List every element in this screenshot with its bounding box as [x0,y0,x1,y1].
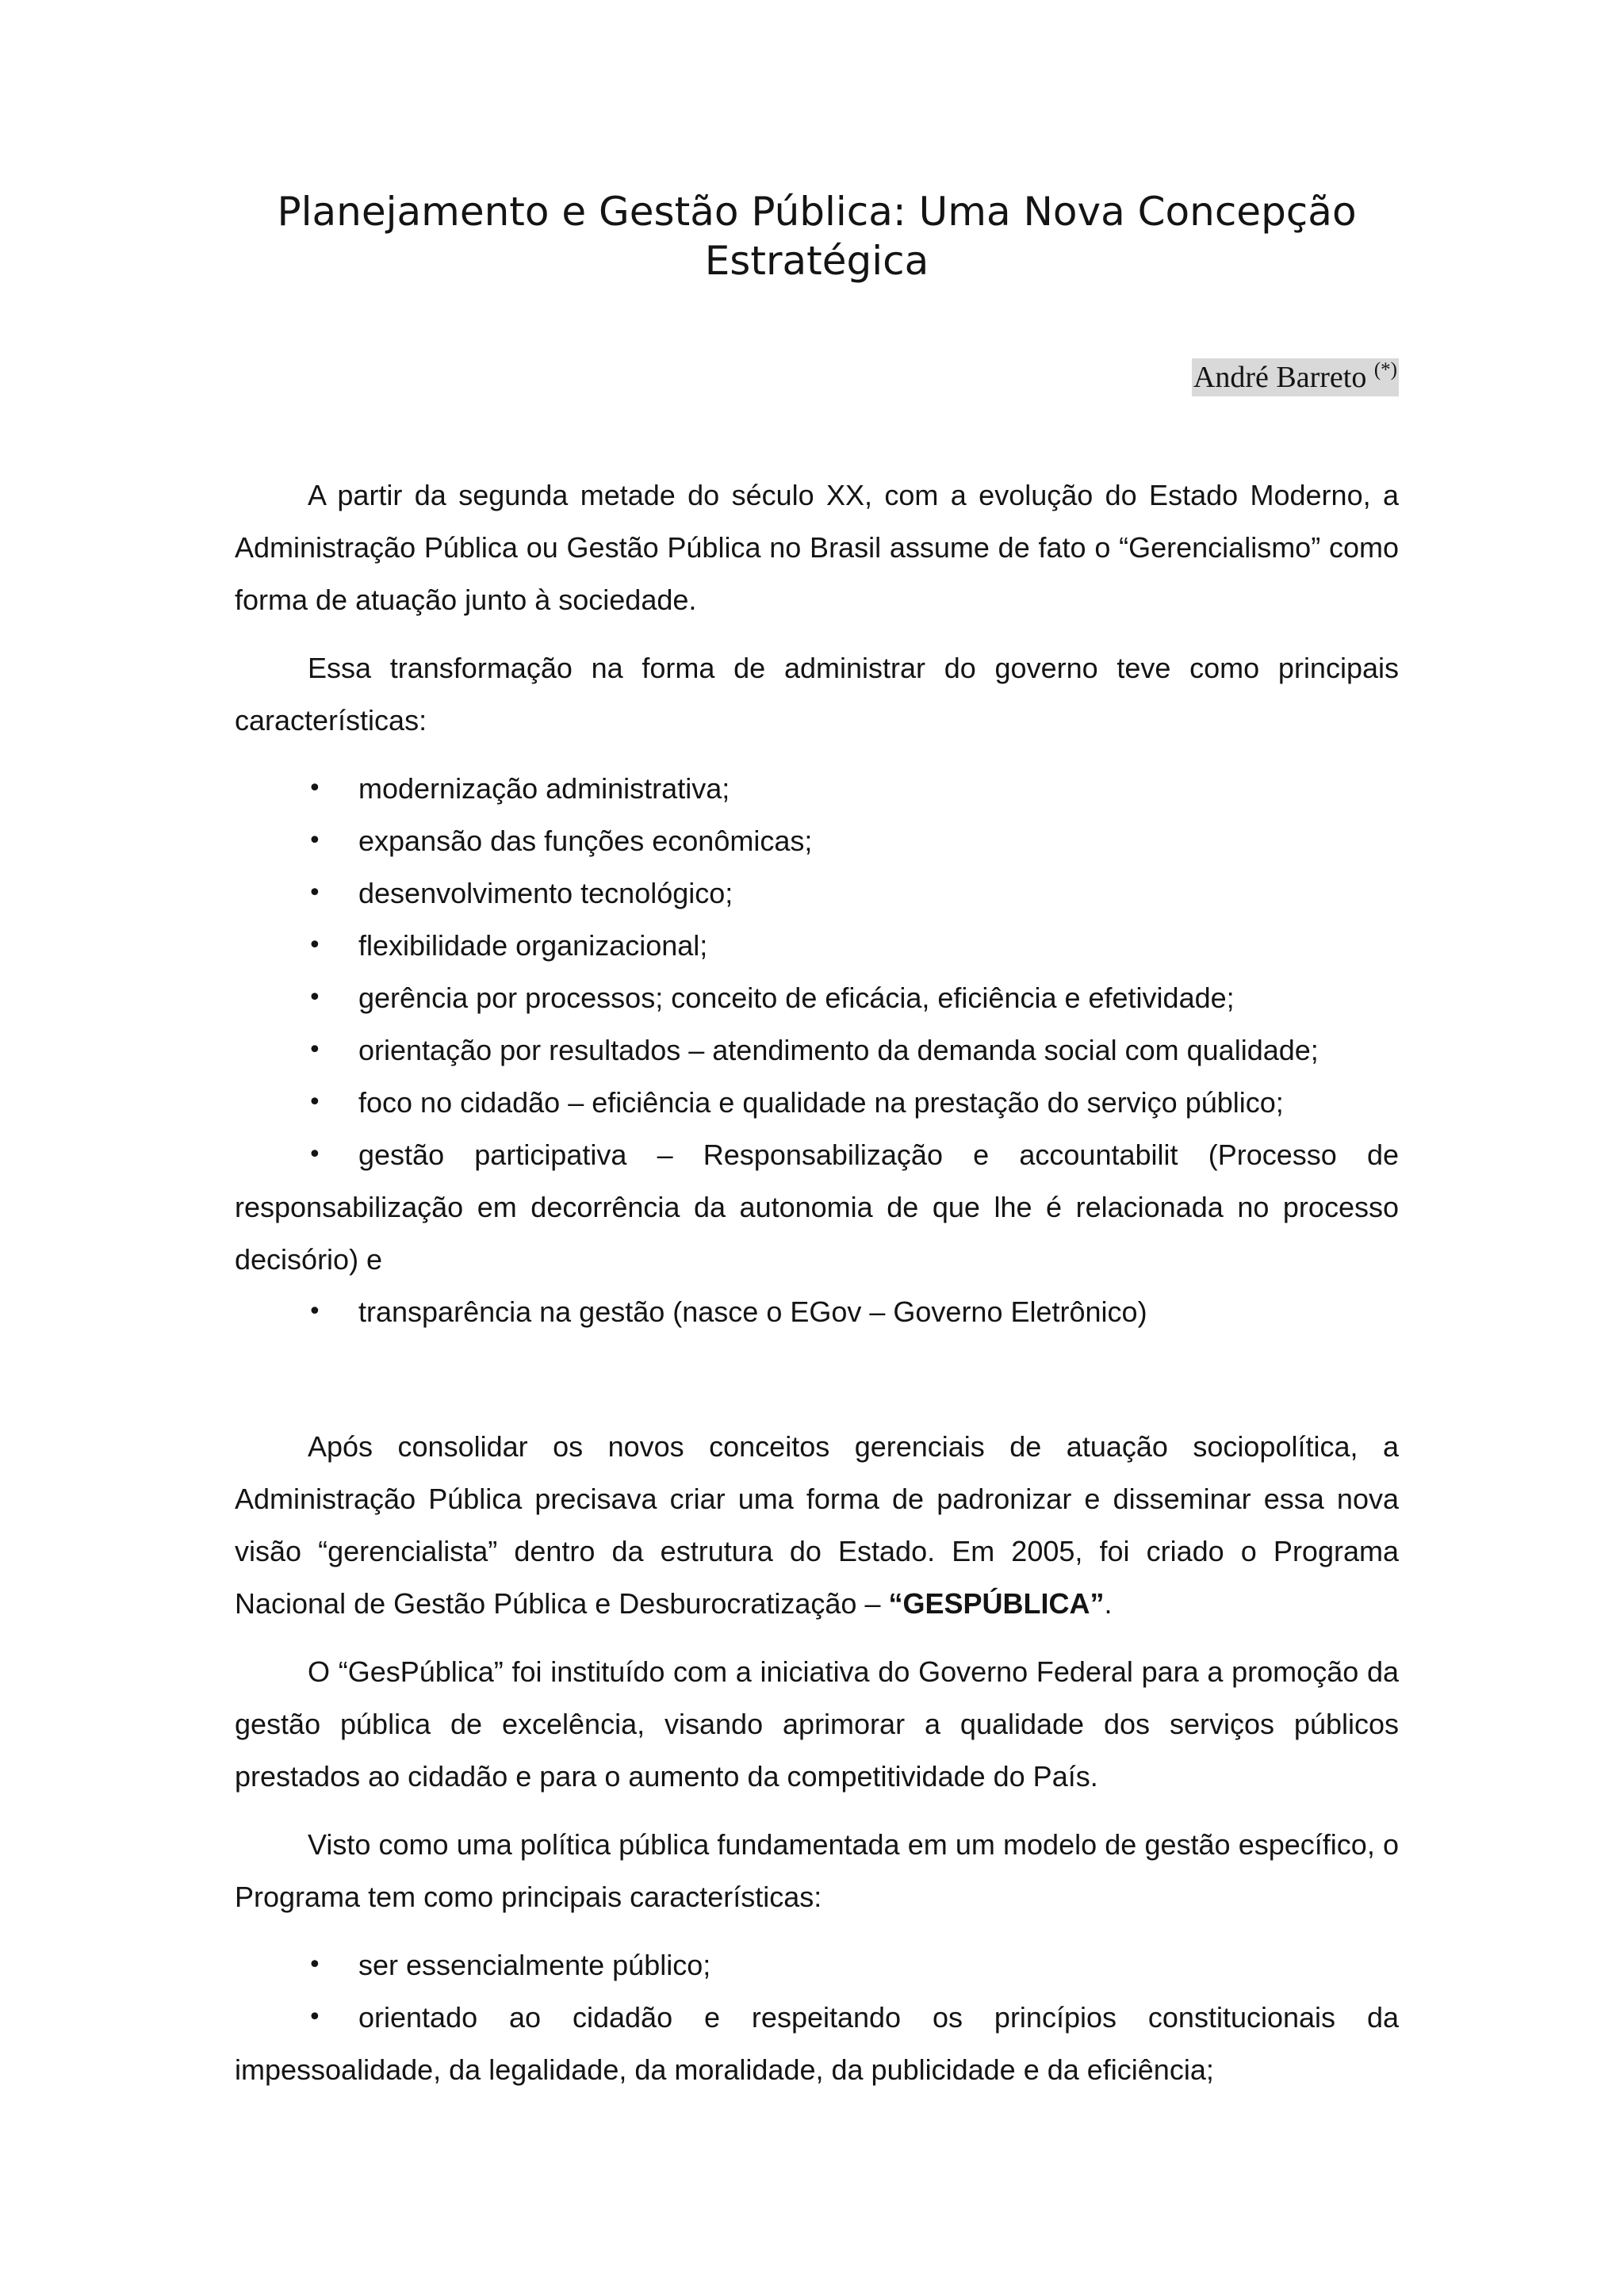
list-item [235,763,1399,815]
document-title: Planejamento e Gestão Pública: Uma Nova Concepção Estratégica [277,189,1357,284]
list-item [235,1939,1399,1992]
bullet-icon: • [308,879,322,907]
paragraph-5: Visto como uma política pública fundamentada em um modelo de gestão específico, o Programa tem como principais características: [235,1828,1399,1913]
bullet-icon: • [308,984,322,1012]
list-item-text: gerência por processos; conceito de eficácia, eficiência e efetividade; [358,982,1235,1014]
bullet-icon: • [308,775,322,802]
bullet-icon: • [308,1951,322,1979]
author-name [1192,358,1399,396]
paragraph-3 [235,1421,1399,1630]
body-section-1 [235,469,1399,1338]
program-characteristics-list [235,1939,1399,2096]
list-item [235,1992,1399,2096]
list-item-text: gestão participativa – Responsabilização e accountabilit (Processo de responsabilização em decorrência da autonomia de que lhe é relacionada no processo decisório) e [235,1138,1399,1276]
list-item [235,1286,1399,1338]
characteristics-list [235,763,1399,1338]
body-section-2 [235,1421,1399,2096]
list-item [235,972,1399,1024]
paragraph-1: A partir da segunda metade do século XX, com a evolução do Estado Moderno, a Administração Pública ou Gestão Pública no Brasil assume de fato o “Gerencialismo” como forma de atuação junto à sociedade. [235,479,1399,616]
list-item-text: desenvolvimento tecnológico; [358,877,733,909]
gespublica-highlight: “GESPÚBLICA” [888,1587,1105,1620]
list-item-text: flexibilidade organizacional; [358,929,708,962]
author-text: André Barreto [1193,361,1367,394]
list-item [235,867,1399,920]
paragraph-2: Essa transformação na forma de administrar do governo teve como principais características: [235,652,1399,737]
bullet-icon: • [308,1141,322,1169]
bullet-icon: • [308,827,322,855]
list-item-text: modernização administrativa; [358,772,730,805]
list-item-text: orientado ao cidadão e respeitando os princípios constitucionais da impessoalidade, da legalidade, da moralidade, da publicidade e da eficiência; [235,2001,1399,2086]
list-item-text: foco no cidadão – eficiência e qualidade na prestação do serviço público; [358,1086,1284,1119]
list-item-text: transparência na gestão (nasce o EGov – Governo Eletrônico) [358,1295,1147,1328]
list-item [235,1129,1399,1286]
list-item [235,815,1399,867]
paragraph-4: O “GesPública” foi instituído com a iniciativa do Governo Federal para a promoção da gestão pública de excelência, visando aprimorar a qualidade dos serviços públicos prestados ao cidadão e para o aumento da competitividade do País. [235,1655,1399,1793]
list-item-text: orientação por resultados – atendimento da demanda social com qualidade; [358,1034,1319,1066]
list-item-text: expansão das funções econômicas; [358,825,813,857]
bullet-icon: • [308,932,322,959]
list-item [235,1024,1399,1077]
list-item-text: ser essencialmente público; [358,1949,711,1981]
bullet-icon: • [308,2003,322,2031]
paragraph-3-end: . [1104,1587,1113,1620]
author-footnote-mark: (*) [1373,359,1397,381]
bullet-icon: • [308,1298,322,1326]
bullet-icon: • [308,1036,322,1064]
list-item [235,920,1399,972]
paragraph-3-text: Após consolidar os novos conceitos gerenciais de atuação sociopolítica, a Administração Pública precisava criar uma forma de padronizar e disseminar essa nova visão “gerencialista” dentro da estrutura do Estado. Em 2005, foi criado o Programa Nacional de Gestão Pública e Desburocratização – [235,1430,1399,1620]
bullet-icon: • [308,1089,322,1116]
list-item [235,1077,1399,1129]
